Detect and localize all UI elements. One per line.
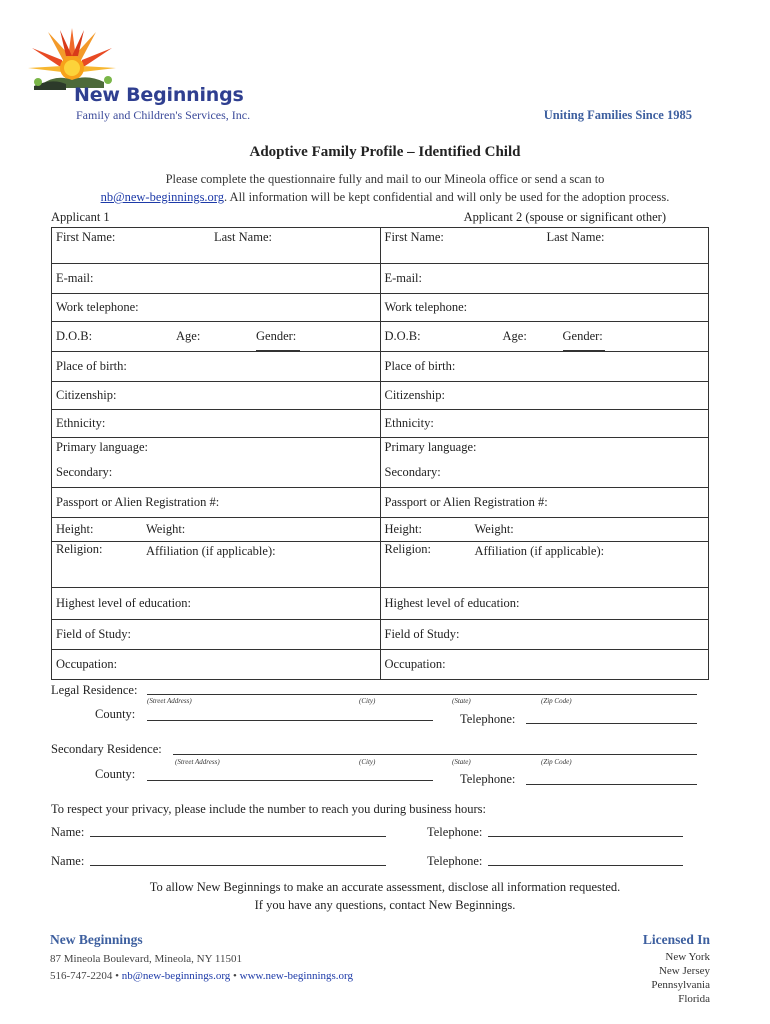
a2-religion-field[interactable]: Religion: xyxy=(384,542,432,556)
a1-dob-field[interactable]: D.O.B: xyxy=(56,328,93,343)
footer-org-name: New Beginnings xyxy=(50,932,143,947)
intro-text xyxy=(0,170,770,206)
tagline: Uniting Families Since 1985 xyxy=(543,108,692,122)
legal-city-caption: (City) xyxy=(359,697,376,705)
a1-age-field[interactable]: Age: xyxy=(176,328,201,343)
secondary-state-caption: (State) xyxy=(452,758,471,766)
intro-line1: Please complete the questionnaire fully and mail to our Mineola office or send a scan to xyxy=(165,172,605,186)
closing-line2: If you have any questions, contact New Beginnings. xyxy=(254,898,516,912)
contact2-telephone-input[interactable] xyxy=(488,865,683,866)
a1-affiliation-field[interactable]: Affiliation (if applicable): xyxy=(146,544,276,558)
state-item: Pennsylvania xyxy=(651,979,710,991)
footer-address: 87 Mineola Boulevard, Mineola, NY 11501 xyxy=(50,953,242,965)
footer-website-link[interactable]: www.new-beginnings.org xyxy=(239,970,354,982)
a2-dob-field[interactable]: D.O.B: xyxy=(384,328,421,343)
a1-height-field[interactable]: Height: xyxy=(56,521,94,536)
closing-line1: To allow New Beginnings to make an accurate assessment, disclose all information requested. xyxy=(149,880,621,894)
a1-place-of-birth-field[interactable]: Place of birth: xyxy=(52,352,381,382)
brand-name: New Beginnings xyxy=(74,84,244,106)
privacy-text: To respect your privacy, please include the number to reach you during business hours: xyxy=(51,802,486,816)
a1-education-field[interactable]: Highest level of education: xyxy=(52,588,381,620)
a1-work-telephone-field[interactable]: Work telephone: xyxy=(52,294,381,322)
contact2-name-input[interactable] xyxy=(90,865,386,866)
secondary-county-input[interactable] xyxy=(147,780,433,781)
a2-weight-field[interactable]: Weight: xyxy=(474,521,514,536)
a1-last-name-label[interactable]: Last Name: xyxy=(214,230,272,244)
a1-first-name-label[interactable]: First Name: xyxy=(56,230,116,244)
contact2-telephone-label: Telephone: xyxy=(427,854,483,868)
a2-place-of-birth-field[interactable]: Place of birth: xyxy=(380,352,709,382)
a2-citizenship-field[interactable]: Citizenship: xyxy=(380,382,709,410)
brand-subtitle: Family and Children's Services, Inc. xyxy=(76,108,251,122)
secondary-telephone-label: Telephone: xyxy=(460,772,516,786)
a2-gender-field[interactable]: Gender: xyxy=(563,329,605,351)
intro-line2 xyxy=(0,188,770,206)
legal-county-label: County: xyxy=(95,707,136,721)
a2-email-field[interactable]: E-mail: xyxy=(380,264,709,294)
contact1-telephone-label: Telephone: xyxy=(427,825,483,839)
a2-height-field[interactable]: Height: xyxy=(384,521,422,536)
a2-work-telephone-field[interactable]: Work telephone: xyxy=(380,294,709,322)
a2-secondary-language-field[interactable]: Secondary: xyxy=(384,465,441,479)
intro-email-link[interactable]: nb@new-beginnings.org xyxy=(100,190,224,204)
contact1-name-label: Name: xyxy=(51,825,85,839)
legal-residence-label: Legal Residence: xyxy=(51,683,138,697)
a1-weight-field[interactable]: Weight: xyxy=(146,521,186,536)
secondary-residence-input[interactable] xyxy=(173,754,697,755)
secondary-zip-caption: (Zip Code) xyxy=(541,758,572,766)
legal-telephone-input[interactable] xyxy=(526,723,697,724)
a2-occupation-field[interactable]: Occupation: xyxy=(380,650,709,680)
licensed-states-list xyxy=(651,950,710,1006)
a1-primary-language-field[interactable]: Primary language: xyxy=(56,440,148,454)
a1-ethnicity-field[interactable]: Ethnicity: xyxy=(52,410,381,438)
legal-street-caption: (Street Address) xyxy=(147,697,192,705)
a1-passport-field[interactable]: Passport or Alien Registration #: xyxy=(52,488,381,518)
closing-text xyxy=(0,878,770,914)
footer-contact-line: 516-747-2204 • nb@new-beginnings.org • www.new-beginnings.org xyxy=(50,970,354,982)
contact1-telephone-input[interactable] xyxy=(488,836,683,837)
footer-address-block xyxy=(50,951,353,985)
footer-email-link[interactable]: nb@new-beginnings.org xyxy=(121,970,231,982)
secondary-telephone-input[interactable] xyxy=(526,784,697,785)
licensed-in-heading: Licensed In xyxy=(642,932,710,947)
contact1-name-input[interactable] xyxy=(90,836,386,837)
intro-line2-rest: . All information will be kept confidential and will only be used for the adoption process. xyxy=(224,190,670,204)
a2-first-name-label[interactable]: First Name: xyxy=(384,230,444,244)
contact2-name-label: Name: xyxy=(51,854,85,868)
a1-email-field[interactable]: E-mail: xyxy=(52,264,381,294)
applicant2-label: Applicant 2 (spouse or significant other) xyxy=(463,210,666,224)
state-item: New Jersey xyxy=(658,965,710,977)
secondary-city-caption: (City) xyxy=(359,758,376,766)
a2-ethnicity-field[interactable]: Ethnicity: xyxy=(380,410,709,438)
legal-county-input[interactable] xyxy=(147,720,433,721)
page-title: Adoptive Family Profile – Identified Child xyxy=(249,144,521,160)
applicant-form-table xyxy=(51,227,709,680)
legal-residence-input[interactable] xyxy=(147,694,697,695)
secondary-street-caption: (Street Address) xyxy=(175,758,220,766)
a1-religion-field[interactable]: Religion: xyxy=(56,542,103,556)
secondary-county-label: County: xyxy=(95,767,136,781)
a2-affiliation-field[interactable]: Affiliation (if applicable): xyxy=(474,544,605,558)
a1-occupation-field[interactable]: Occupation: xyxy=(52,650,381,680)
a2-field-of-study-field[interactable]: Field of Study: xyxy=(380,620,709,650)
a2-passport-field[interactable]: Passport or Alien Registration #: xyxy=(380,488,709,518)
footer-phone: 516-747-2204 xyxy=(50,970,113,982)
a2-primary-language-field[interactable]: Primary language: xyxy=(384,440,477,454)
a2-education-field[interactable]: Highest level of education: xyxy=(380,588,709,620)
secondary-residence-label: Secondary Residence: xyxy=(51,742,162,756)
state-item: Florida xyxy=(678,993,710,1005)
a1-citizenship-field[interactable]: Citizenship: xyxy=(52,382,381,410)
a2-age-field[interactable]: Age: xyxy=(502,328,527,343)
a2-last-name-label[interactable]: Last Name: xyxy=(546,230,605,244)
applicant1-label: Applicant 1 xyxy=(51,210,110,224)
legal-telephone-label: Telephone: xyxy=(460,712,516,726)
a1-gender-field[interactable]: Gender: xyxy=(256,329,300,351)
legal-zip-caption: (Zip Code) xyxy=(541,697,572,705)
a1-secondary-language-field[interactable]: Secondary: xyxy=(56,465,113,479)
state-item: New York xyxy=(665,951,710,963)
a1-field-of-study-field[interactable]: Field of Study: xyxy=(52,620,381,650)
legal-state-caption: (State) xyxy=(452,697,471,705)
